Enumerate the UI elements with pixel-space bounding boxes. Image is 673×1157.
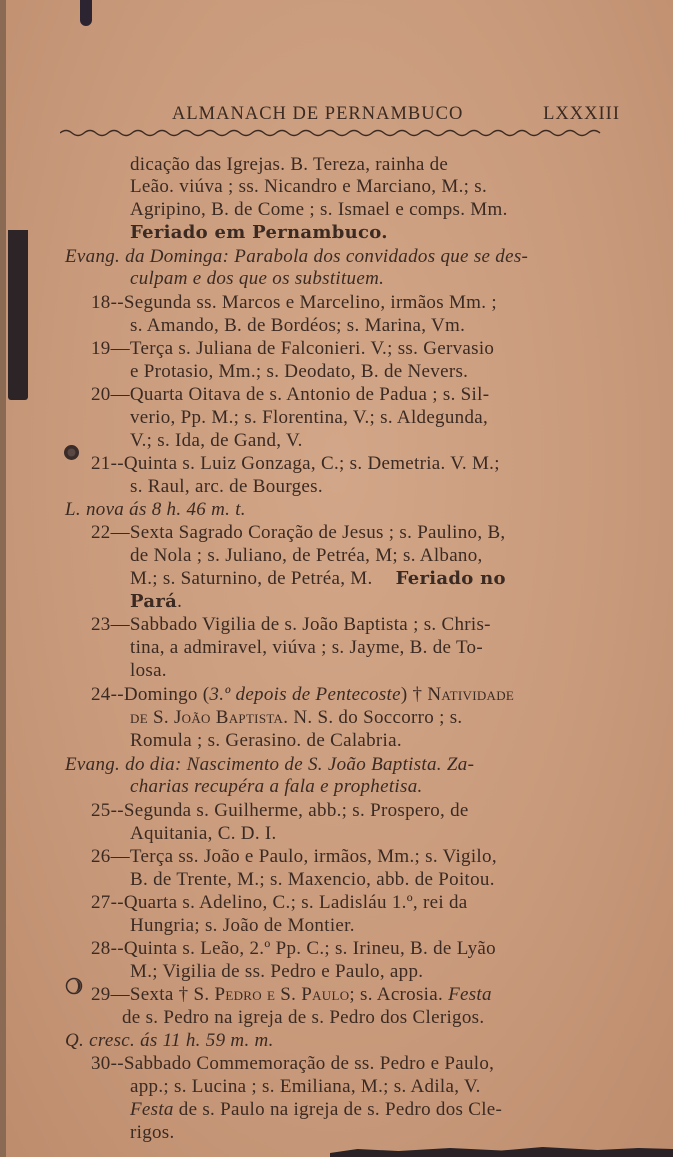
- moon-phase-note: Q. cresc. ás 11 h. 59 m. m.: [65, 1030, 274, 1051]
- new-moon-icon: [63, 444, 80, 461]
- text-line: s. Raul, arc. de Bourges.: [130, 476, 323, 497]
- text-line: verio, Pp. M.; s. Florentina, V.; s. Aldegunda,: [130, 407, 489, 428]
- day-entry-26: 26—Terça ss. João e Paulo, irmãos, Mm.; s. Vigilo,: [91, 846, 497, 867]
- text-line: s. Amando, B. de Bordéos; s. Marina, Vm.: [130, 315, 466, 336]
- text-line: [130, 707, 462, 730]
- day-entry-18: 18--Segunda ss. Marcos e Marcelino, irmãos Mm. ;: [91, 292, 497, 313]
- gospel-note: Evang. da Dominga: Parabola dos convidados que se des-: [65, 246, 529, 267]
- text-line: e Protasio, Mm.; s. Deodato, B. de Nevers.: [130, 361, 469, 382]
- day-entry-28: 28--Quinta s. Leão, 2.º Pp. C.; s. Irineu, B. de Lyão: [91, 938, 496, 959]
- text-line: [130, 591, 182, 614]
- text-span: Festa: [130, 1099, 174, 1120]
- text-line: tina, a admiravel, viúva ; s. Jayme, B. de To-: [130, 637, 483, 658]
- ornamental-rule: [60, 127, 605, 139]
- day-entry-21: 21--Quinta s. Luiz Gonzaga, C.; s. Demetria. V. M.;: [91, 453, 500, 474]
- text-span: M.; s. Saturnino, de Petréa, M.: [130, 568, 373, 589]
- header-title: ALMANACH DE PERNAMBUCO: [172, 104, 464, 124]
- day-entry-20: 20—Quarta Oitava de s. Antonio de Padua ; s. Sil-: [91, 384, 490, 405]
- text-line: [130, 568, 506, 591]
- feast-name: S. Pedro e S. Paulo: [193, 984, 350, 1005]
- text-span: de s. Paulo na igreja de s. Pedro dos Cle-: [173, 1099, 503, 1120]
- text-span: 24--Domingo (: [91, 684, 210, 705]
- gospel-note: charias recupéra a fala e prophetisa.: [130, 776, 423, 797]
- text-line: app.; s. Lucina ; s. Emiliana, M.; s. Adila, V.: [130, 1076, 481, 1097]
- text-line: rigos.: [130, 1122, 175, 1143]
- binding-spine: [8, 230, 28, 400]
- text-line: V.; s. Ida, de Gand, V.: [130, 430, 303, 451]
- moon-phase-note: L. nova ás 8 h. 46 m. t.: [65, 499, 246, 520]
- text-line: dicação das Igrejas. B. Tereza, rainha de: [130, 154, 449, 175]
- day-entry-27: 27--Quarta s. Adelino, C.; s. Ladisláu 1.º, rei da: [91, 892, 468, 913]
- day-entry-23: 23—Sabbado Vigilia de s. João Baptista ; s. Chris-: [91, 614, 491, 635]
- page-number: LXXXIII: [543, 104, 620, 124]
- text-line: de s. Pedro na igreja de s. Pedro dos Clerigos.: [122, 1007, 485, 1028]
- text-line: Agripino, B. de Come ; s. Ismael e comps. Mm.: [130, 199, 508, 220]
- day-entry-19: 19—Terça s. Juliana de Falconieri. V.; ss. Gervasio: [91, 338, 495, 359]
- text-span: . N. S. do Soccorro ; s.: [283, 707, 463, 728]
- text-line: losa.: [130, 660, 167, 681]
- page-edge: [0, 0, 6, 1157]
- torn-edge: [330, 1147, 673, 1157]
- day-entry-25: 25--Segunda s. Guilherme, abb.; s. Prospero, de: [91, 800, 469, 821]
- text-span: Festa: [448, 984, 492, 1005]
- day-entry-29: [91, 984, 492, 1007]
- day-entry-30: 30--Sabbado Commemoração de ss. Pedro e Paulo,: [91, 1053, 495, 1074]
- text-span: ; s. Acrosia.: [349, 984, 449, 1005]
- text-span: 3.º depois de Pentecoste: [209, 684, 401, 705]
- text-line: [130, 1099, 502, 1122]
- gospel-note: culpam e dos que os substituem.: [130, 268, 385, 289]
- binding-thread: [80, 0, 92, 26]
- text-line: Leão. viúva ; ss. Nicandro e Marciano, M.; s.: [130, 176, 487, 197]
- crescent-moon-icon: [65, 977, 83, 995]
- text-span: ) † Natividade: [400, 684, 515, 705]
- text-line: Aquitania, C. D. I.: [130, 823, 277, 844]
- day-entry-24: [91, 684, 514, 707]
- gospel-note: Evang. do dia: Nascimento de S. João Baptista. Za-: [65, 754, 475, 775]
- day-entry-22: 22—Sexta Sagrado Coração de Jesus ; s. Paulino, B,: [91, 522, 506, 543]
- feast-name: de S. João Baptista: [130, 707, 284, 728]
- text-line: M.; Vigilia de ss. Pedro e Paulo, app.: [130, 961, 424, 982]
- holiday-note: Pará: [130, 591, 178, 612]
- running-header: [172, 104, 620, 125]
- text-line: de Nola ; s. Juliano, de Petréa, M; s. Albano,: [130, 545, 483, 566]
- text-line: B. de Trente, M.; s. Maxencio, abb. de Poitou.: [130, 869, 495, 890]
- text-line: Hungria; s. João de Montier.: [130, 915, 355, 936]
- holiday-note: Feriado no: [395, 568, 506, 589]
- text-span: .: [177, 591, 183, 612]
- holiday-note: Feriado em Pernambuco.: [130, 222, 388, 243]
- text-line: Romula ; s. Gerasino. de Calabria.: [130, 730, 402, 751]
- text-span: 29—Sexta †: [91, 984, 194, 1005]
